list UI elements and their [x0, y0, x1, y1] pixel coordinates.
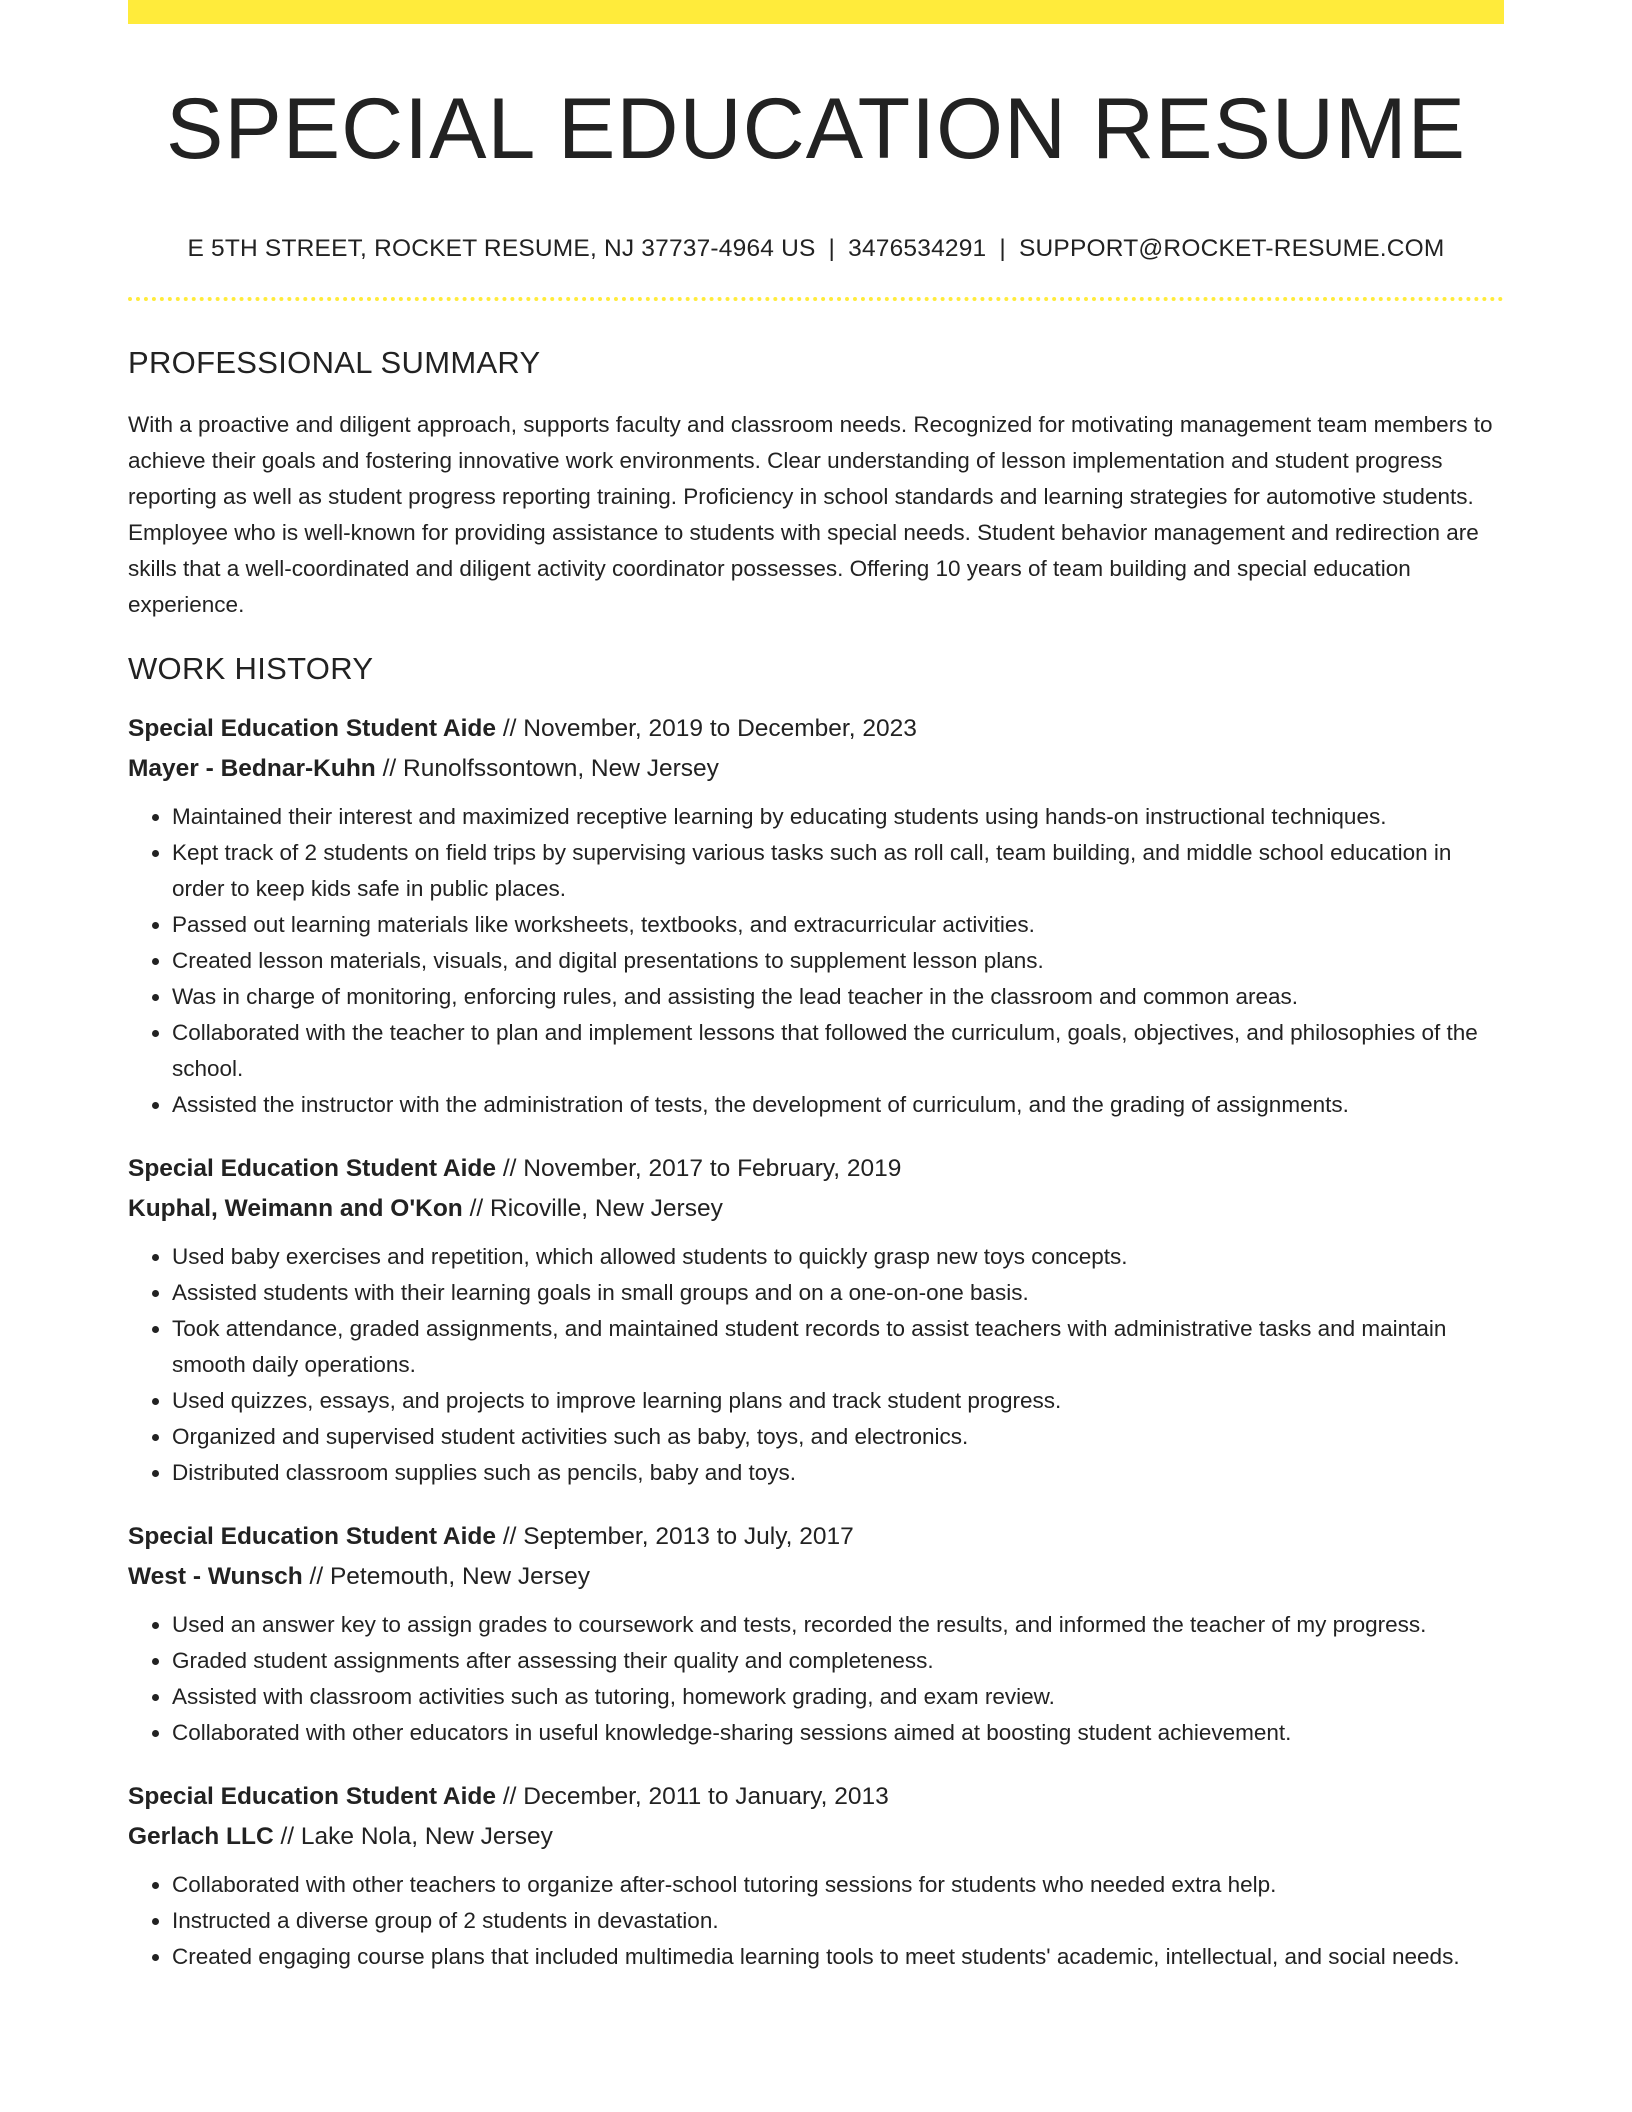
contact-separator: | [828, 234, 836, 262]
job-bullets [128, 1607, 1504, 1751]
job-company-line [128, 1189, 1504, 1229]
job-bullet-item: • Assisted the instructor with the administration of tests, the development of curriculum, and the grading of assignments. [172, 1087, 1504, 1123]
resume-page [128, 0, 1504, 1975]
job-bullet-item: • Collaborated with the teacher to plan and implement lessons that followed the curriculum, goals, objectives, and philosophies of the school. [172, 1015, 1504, 1087]
work-history-heading: WORK HISTORY [128, 650, 374, 686]
job-company: Gerlach LLC [128, 1822, 274, 1850]
job-bullet-item: • Distributed classroom supplies such as pencils, baby and toys. [172, 1455, 1504, 1491]
job-company-line [128, 1557, 1504, 1597]
job-bullet-item: • Took attendance, graded assignments, and maintained student records to assist teachers with administrative tasks and maintain smooth daily operations. [172, 1311, 1504, 1383]
job-dates: September, 2013 to July, 2017 [523, 1522, 854, 1550]
job-bullet-item: • Maintained their interest and maximized receptive learning by educating students using hands-on instructional techniques. [172, 799, 1504, 835]
dotted-divider [128, 297, 1504, 301]
resume-title: SPECIAL EDUCATION RESUME [166, 81, 1466, 177]
contact-phone: 3476534291 [848, 234, 987, 262]
job-company-line [128, 1817, 1504, 1857]
job-company-line [128, 749, 1504, 789]
job-bullets [128, 1867, 1504, 1975]
job-divider: // [496, 1522, 524, 1550]
job-list [128, 709, 1504, 1975]
job-bullet-item: • Organized and supervised student activities such as baby, toys, and electronics. [172, 1419, 1504, 1455]
job-entry [128, 709, 1504, 1123]
job-title: Special Education Student Aide [128, 1154, 497, 1182]
job-dates: November, 2017 to February, 2019 [523, 1154, 902, 1182]
job-divider: // [273, 1822, 301, 1850]
job-bullets [128, 799, 1504, 1123]
job-dates: December, 2011 to January, 2013 [523, 1782, 889, 1810]
job-location: Ricoville, New Jersey [490, 1194, 723, 1222]
job-bullet-item: • Kept track of 2 students on field trips by supervising various tasks such as roll call, team building, and middle school education in order to keep kids safe in public places. [172, 835, 1504, 907]
job-bullet-item: • Instructed a diverse group of 2 students in devastation. [172, 1903, 1504, 1939]
job-bullet-item: • Used an answer key to assign grades to coursework and tests, recorded the results, and informed the teacher of my progress. [172, 1607, 1504, 1643]
job-bullet-item: • Assisted with classroom activities such as tutoring, homework grading, and exam review. [172, 1679, 1504, 1715]
job-bullet-item: • Assisted students with their learning goals in small groups and on a one-on-one basis. [172, 1275, 1504, 1311]
contact-email: SUPPORT@ROCKET-RESUME.COM [1018, 234, 1445, 262]
summary-text: With a proactive and diligent approach, supports faculty and classroom needs. Recognized for motivating management team members to achieve their goals and fostering innovative work environments. Clear understanding of lesson implementation and student progress reporting as well as student progress reporting training. Proficiency in school standards and learning strategies for automotive students. Employee who is well-known for providing assistance to students with special needs. Student behavior management and redirection are skills that a well-coordinated and diligent activity coordinator possesses. Offering 10 years of team building and special education experience. [128, 411, 1493, 617]
job-divider: // [462, 1194, 491, 1222]
summary-heading: PROFESSIONAL SUMMARY [128, 344, 541, 380]
job-divider: // [496, 1782, 524, 1810]
job-title-line [128, 709, 1504, 749]
contact-separator: | [999, 234, 1006, 262]
job-divider: // [496, 714, 524, 742]
top-accent-bar [128, 0, 1504, 24]
job-dates: November, 2019 to December, 2023 [523, 714, 917, 742]
contact-line [128, 235, 1504, 263]
job-title-line [128, 1777, 1504, 1817]
job-bullet-item: • Collaborated with other teachers to organize after-school tutoring sessions for students who needed extra help. [172, 1867, 1504, 1903]
job-bullet-item: • Graded student assignments after assessing their quality and completeness. [172, 1643, 1504, 1679]
job-bullet-item: • Passed out learning materials like worksheets, textbooks, and extracurricular activities. [172, 907, 1504, 943]
job-divider: // [496, 1154, 524, 1182]
job-divider: // [302, 1562, 330, 1590]
job-bullet-item: • Collaborated with other educators in useful knowledge-sharing sessions aimed at boosting student achievement. [172, 1715, 1504, 1751]
job-location: Lake Nola, New Jersey [300, 1822, 553, 1850]
job-company: West - Wunsch [128, 1562, 303, 1590]
job-bullet-item: • Created lesson materials, visuals, and digital presentations to supplement lesson plans. [172, 943, 1504, 979]
job-entry [128, 1517, 1504, 1751]
job-entry [128, 1777, 1504, 1975]
job-title-line [128, 1149, 1504, 1189]
job-company: Kuphal, Weimann and O'Kon [128, 1194, 463, 1222]
job-entry [128, 1149, 1504, 1491]
job-bullets [128, 1239, 1504, 1491]
job-location: Petemouth, New Jersey [329, 1562, 591, 1590]
job-title: Special Education Student Aide [128, 1782, 497, 1810]
job-title: Special Education Student Aide [128, 714, 497, 742]
job-company: Mayer - Bednar-Kuhn [128, 754, 376, 782]
job-location: Runolfssontown, New Jersey [403, 754, 719, 782]
job-bullet-item: • Created engaging course plans that included multimedia learning tools to meet students' academic, intellectual, and social needs. [172, 1939, 1504, 1975]
job-bullet-item: • Used quizzes, essays, and projects to improve learning plans and track student progress. [172, 1383, 1504, 1419]
job-divider: // [375, 754, 403, 782]
job-title-line [128, 1517, 1504, 1557]
job-title: Special Education Student Aide [128, 1522, 497, 1550]
contact-address: E 5TH STREET, ROCKET RESUME, NJ 37737-4964 US [187, 234, 816, 262]
job-bullet-item: • Used baby exercises and repetition, which allowed students to quickly grasp new toys concepts. [172, 1239, 1504, 1275]
job-bullet-item: • Was in charge of monitoring, enforcing rules, and assisting the lead teacher in the classroom and common areas. [172, 979, 1504, 1015]
